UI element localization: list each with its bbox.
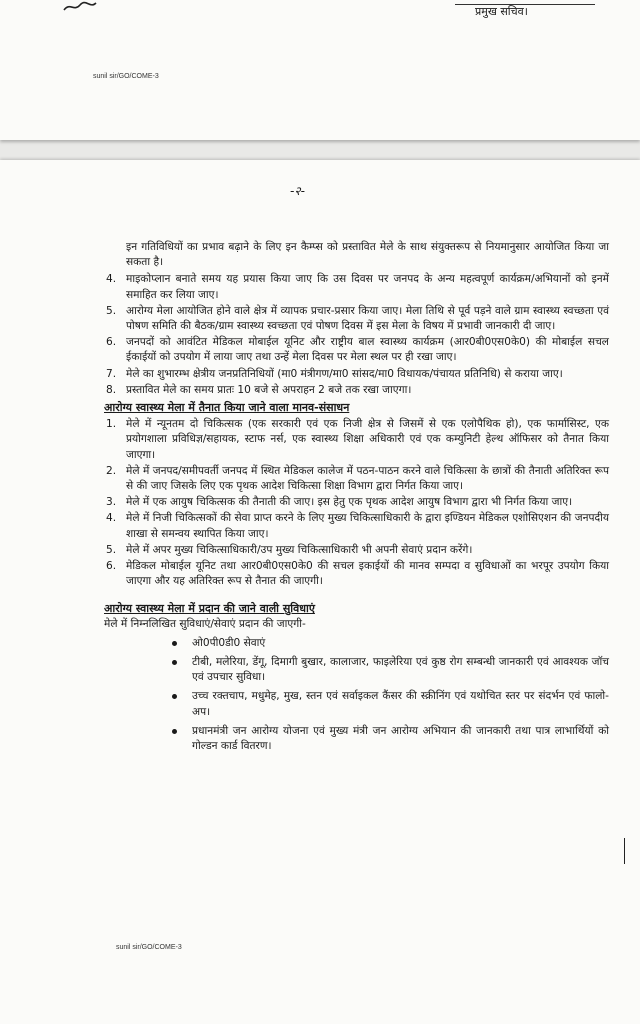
facility-item	[104, 689, 609, 719]
list-item-text: मेले का शुभारम्भ क्षेत्रीय जनप्रतिनिधियों (मा0 मंत्रीगण/मा0 सांसद/मा0 विधायक/पंचायत प्रतिनिधि) से कराया जाए।	[126, 367, 563, 380]
designation-text: प्रमुख सचिव।	[475, 5, 528, 18]
facility-text: ओ0पी0डी0 सेवाएं	[192, 636, 266, 649]
list-item-text: मेडिकल मोबाईल यूनिट तथा आर0बी0एस0के0 की सचल इकाईयों की मानव सम्पदा व सुविधाओं का भरपूर उपयोग किया जाएगा और यह अतिरिक्त रूप से तैनात की जाएगी।	[126, 560, 609, 588]
list-item	[104, 383, 609, 398]
list-item-number: 5.	[106, 543, 117, 556]
document-body	[104, 240, 609, 758]
list-item-text: मेले में न्यूनतम दो चिकित्सक (एक सरकारी एवं एक निजी क्षेत्र से जिसमें से एक एलोपैथिक हो), एक फार्मासिस्ट, एक प्रयोगशाला प्रविधिज्ञ/सहायक, स्टाफ नर्स, एक स्वास्थ्य शिक्षा अधिकारी एवं एक कम्युनिटी हेल्थ ऑफिसर को तैनात किया जाएगा।	[126, 418, 609, 461]
list-item	[104, 272, 609, 302]
list-item	[104, 511, 609, 541]
list-item-number: 5.	[106, 304, 117, 317]
list-item-number: 6.	[106, 560, 117, 573]
bullet-icon	[172, 729, 177, 734]
facility-text: प्रधानमंत्री जन आरोग्य योजना एवं मुख्य मंत्री जन आरोग्य अभियान की जानकारी तथा पात्र लाभार्थियों को गोल्डन कार्ड वितरण।	[192, 724, 609, 753]
list-item-text: प्रस्तावित मेले का समय प्रातः 10 बजे से अपराहन 2 बजे तक रखा जाएगा।	[126, 383, 412, 396]
list-item-text: मेले में अपर मुख्य चिकित्साधिकारी/उप मुख्य चिकित्साधिकारी भी अपनी सेवाएं प्रदान करेंगे।	[126, 543, 473, 556]
signature-scribble-icon	[60, 0, 100, 14]
heading-human-resources: आरोग्य स्वास्थ्य मेला में तैनात किया जाने वाला मानव-संसाधन	[104, 401, 350, 415]
bullet-icon	[172, 694, 177, 699]
list-item	[104, 543, 609, 558]
list-item	[104, 559, 609, 589]
bullet-icon	[172, 641, 177, 646]
list-item-text: माइकोप्लान बनाते समय यह प्रयास किया जाए कि उस दिवस पर जनपद के अन्य महत्वपूर्ण कार्यक्रम/अभियानों को इनमें समाहित कर लिया जाए।	[126, 273, 609, 301]
list-item	[104, 335, 609, 365]
list-item	[104, 304, 609, 334]
margin-mark	[624, 838, 625, 864]
list-item-text: आरोग्य मेला आयोजित होने वाले क्षेत्र में व्यापक प्रचार-प्रसार किया जाए। मेला तिथि से पूर्व पड़ने वाले ग्राम स्वास्थ्य स्वच्छता एवं पोषण समिति की बैठक/ग्राम स्वास्थ्य स्वच्छता एवं पोषण दिवस में इस मेला के विषय में प्रभावी जानकारी दी जाए।	[126, 304, 609, 333]
facility-text: उच्च रक्तचाप, मधुमेह, मुख, स्तन एवं सर्वाइकल कैंसर की स्क्रीनिंग एवं यथोचित स्तर पर संदर्भन एवं फालो-अप।	[192, 690, 609, 718]
list-item	[104, 417, 609, 463]
heading-facilities: आरोग्य स्वास्थ्य मेला में प्रदान की जाने वाली सुविधाएं	[104, 602, 315, 616]
facility-item	[104, 724, 609, 754]
human-resources-list	[104, 417, 609, 589]
facilities-intro: मेले में निम्नलिखित सुविधाएं/सेवाएं प्रदान की जाएगी-	[104, 617, 306, 630]
list-item-text: जनपदों को आवंटित मेडिकल मोबाईल यूनिट और राष्ट्रीय बाल स्वास्थ्य कार्यक्रम (आर0बी0एस0के0) की मोबाईल सचल ईकाईयों को उपयोग में लाया जाए तथा उन्हें मेला दिवस पर मेला स्थल पर ही रखा जाए।	[126, 336, 609, 364]
list-item-number: 2.	[106, 464, 117, 477]
list-item-text: मेले में जनपद/समीपवर्ती जनपद में स्थित मेडिकल कालेज में पठन-पाठन करने वाले चिकित्सा के छात्रों की तैनाती अतिरिक्त रूप से की जाए जिसके लिए एक पृथक आदेश चिकित्सा शिक्षा विभाग द्वारा निर्गत किया जाए।	[126, 464, 609, 493]
list-item-number: 6.	[106, 336, 117, 349]
list-item-text: मेले में एक आयुष चिकित्सक की तैनाती की जाए। इस हेतु एक पृथक आदेश आयुष विभाग द्वारा भी निर्गत किया जाए।	[126, 496, 573, 509]
footer-reference-page2: sunil sir/GO/COME-3	[116, 944, 182, 951]
guidelines-list	[104, 272, 609, 398]
list-item-number: 4.	[106, 273, 117, 286]
previous-page	[0, 0, 640, 140]
facilities-list	[104, 636, 609, 754]
list-item-number: 4.	[106, 512, 117, 525]
list-item-text: मेले में निजी चिकित्सकों की सेवा प्राप्त करने के लिए मुख्य चिकित्साधिकारी के द्वारा इण्डियन मेडिकल एशोसिएशन की जनपदीय शाखा से समन्वय स्थापित किया जाए।	[126, 512, 609, 540]
list-item	[104, 464, 609, 494]
intro-paragraph: इन गतिविधियों का प्रभाव बढ़ाने के लिए इन कैम्प्स को प्रस्तावित मेले के साथ संयुक्तरूप से नियमानुसार आयोजित किया जा सकता है।	[126, 241, 609, 269]
facility-text: टीबी, मलेरिया, डेंगू, दिमागी बुखार, कालाजार, फाइलेरिया एवं कुष्ठ रोग सम्बन्धी जानकारी एवं आवश्यक जॉच एवं उपचार सुविधा।	[192, 656, 609, 684]
list-item-number: 8.	[106, 383, 117, 396]
list-item	[104, 495, 609, 510]
list-item-number: 3.	[106, 496, 117, 509]
list-item	[104, 367, 609, 382]
facility-item	[104, 636, 609, 651]
facility-item	[104, 655, 609, 685]
page-number: -२-	[290, 184, 305, 198]
list-item-number: 7.	[106, 367, 117, 380]
list-item-number: 1.	[106, 418, 117, 431]
footer-reference: sunil sir/GO/COME-3	[93, 73, 159, 80]
bullet-icon	[172, 660, 177, 665]
